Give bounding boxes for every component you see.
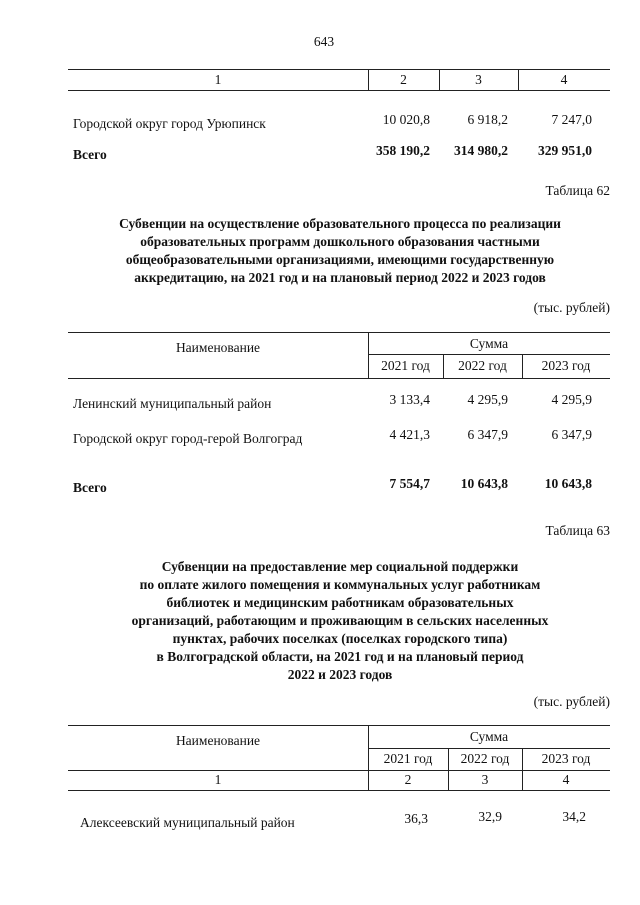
row-name: Ленинский муниципальный район: [73, 396, 272, 411]
table-cont-top-border: [68, 69, 610, 70]
title-line: Субвенции на предоставление мер социальной поддержки: [161, 559, 519, 574]
page-number: 643: [313, 34, 335, 49]
col-name-header: Наименование: [175, 733, 261, 748]
row-value: 32,9: [478, 809, 502, 824]
header-bottom: [68, 378, 610, 379]
table-cont-header-bottom: [68, 90, 610, 91]
year-header: 2022 год: [460, 751, 510, 766]
title-line: по оплате жилого помещения и коммунальных услуг работникам: [139, 577, 541, 592]
header-bottom: [68, 770, 610, 771]
row-value: 6 347,9: [551, 427, 592, 442]
total-label: Всего: [73, 480, 107, 495]
row-value: 36,3: [404, 811, 428, 826]
total-value: 10 643,8: [460, 476, 508, 491]
table-label: Таблица 62: [545, 183, 610, 198]
total-value: 10 643,8: [544, 476, 592, 491]
units-label: (тыс. рублей): [533, 694, 610, 709]
row-value: 3 133,4: [389, 392, 430, 407]
row-name: Алексеевский муниципальный район: [80, 815, 295, 830]
title-line: 2022 и 2023 годов: [287, 667, 393, 682]
col-header: 1: [214, 72, 222, 87]
table-title: [70, 558, 610, 684]
row-value: 6 918,2: [467, 112, 508, 127]
table-top-border: [68, 725, 610, 726]
row-value: 4 295,9: [551, 392, 592, 407]
year-header: 2023 год: [541, 751, 591, 766]
col-number: 4: [562, 772, 570, 787]
year-header: 2023 год: [541, 358, 591, 373]
row-value: 7 247,0: [551, 112, 592, 127]
total-value: 358 190,2: [376, 143, 430, 158]
sum-divider: [368, 354, 610, 355]
title-line: организаций, работающим и проживающим в сельских населенных: [131, 613, 549, 628]
col-number: 1: [214, 772, 222, 787]
col-number: 3: [481, 772, 489, 787]
row-value: 6 347,9: [467, 427, 508, 442]
numbering-bottom: [68, 790, 610, 791]
total-value: 7 554,7: [389, 476, 430, 491]
title-line: в Волгоградской области, на 2021 год и на плановый период: [156, 649, 524, 664]
col-sum-header: Сумма: [469, 729, 509, 744]
row-name: Городской округ город-герой Волгоград: [73, 431, 303, 446]
col-header: 3: [475, 72, 482, 87]
row-value: 4 295,9: [467, 392, 508, 407]
year-header: 2022 год: [458, 358, 507, 373]
row-value: 4 421,3: [389, 427, 430, 442]
table-top-border: [68, 332, 610, 333]
table-title: [70, 215, 610, 287]
row-name: Городской округ город Урюпинск: [73, 116, 266, 131]
units-label: (тыс. рублей): [533, 300, 610, 315]
title-line: аккредитацию, на 2021 год и на плановый период 2022 и 2023 годов: [134, 270, 546, 285]
title-line: пунктах, рабочих поселках (поселках городского типа): [172, 631, 508, 646]
total-value: 314 980,2: [454, 143, 508, 158]
total-value: 329 951,0: [538, 143, 592, 158]
row-value: 34,2: [562, 809, 586, 824]
col-number: 2: [404, 772, 412, 787]
col-header: 2: [400, 72, 407, 87]
total-label: Всего: [73, 147, 107, 162]
col-name-header: Наименование: [175, 340, 261, 355]
col-header: 4: [560, 72, 568, 87]
row-value: 10 020,8: [382, 112, 430, 127]
year-header: 2021 год: [383, 751, 433, 766]
col-sum-header: Сумма: [469, 336, 509, 351]
title-line: библиотек и медицинским работникам образовательных: [166, 595, 514, 610]
year-header: 2021 год: [381, 358, 430, 373]
title-line: Субвенции на осуществление образовательного процесса по реализации: [119, 216, 561, 231]
title-line: образовательных программ дошкольного образования частными: [140, 234, 540, 249]
sum-divider: [368, 748, 610, 749]
table-label: Таблица 63: [545, 523, 610, 538]
title-line: общеобразовательными организациями, имеющими государственную: [125, 252, 555, 267]
